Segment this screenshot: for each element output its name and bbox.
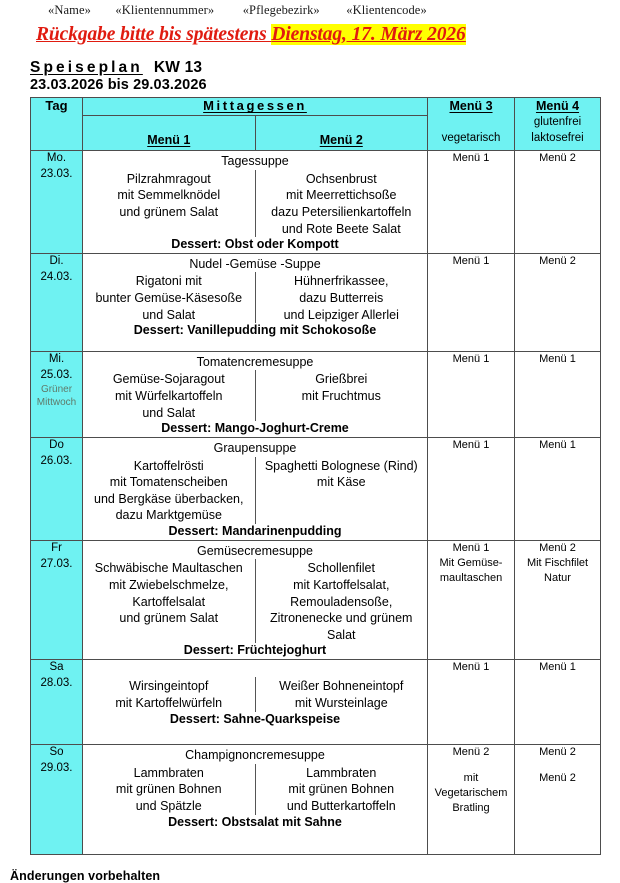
menu-line: Rigatoni mit [135,274,202,289]
menu4-cell [515,151,601,254]
menu1-description [83,764,256,815]
menu-line: mit Fruchtmus [301,389,381,404]
day-date: 29.03. [40,761,73,774]
menu1-description [83,457,256,525]
meal-cell [83,254,428,352]
header-menu4-sub-laktosefrei: laktosefrei [531,131,584,144]
menu-line: Wirsingeintopf [129,679,209,694]
day-cell [31,745,83,855]
soup-label: Graupensuppe [213,441,297,456]
return-deadline-notice [36,24,620,46]
dessert-label: Dessert: Mango-Joghurt-Creme [161,421,349,436]
menu1-description [83,272,256,323]
menu-line: Remouladensoße, [290,594,393,609]
menu-line: Kartoffelrösti [133,458,204,473]
header-menu3-title: Menü 3 [449,99,493,114]
menu-line: Zitronenecke und grünem [270,611,413,626]
menu4-cell [515,352,601,438]
menu1-description [83,370,256,421]
menu-line: mit Zwiebelschmelze, [109,577,229,592]
header-menu1 [83,116,256,150]
menu3-cell [428,438,515,541]
day-date: 26.03. [40,454,73,467]
menu-line: Ochsenbrust [305,171,377,186]
menu-reference: Menü 2 [539,152,576,165]
menu-line: Kartoffelsalat [132,594,206,609]
menu-line: bunter Gemüse-Käsesoße [95,291,243,306]
menu-line: mit grünen Bohnen [115,782,222,797]
merge-field-name: «Name» [48,3,91,17]
menu3-cell [428,352,515,438]
menu1-description [83,559,256,643]
table-row [31,151,601,254]
header-tag: Tag [31,98,83,151]
soup-label [83,660,427,677]
menu-columns [83,559,427,643]
menu3-cell [428,151,515,254]
menu1-description [83,677,256,711]
table-body [31,151,601,855]
table-row [31,438,601,541]
table-header-row-1 [31,98,601,116]
menu-columns [83,457,427,525]
soup-label: Tagessuppe [221,154,289,169]
dessert-label: Dessert: Mandarinenpudding [168,524,342,539]
menu2-description [256,272,428,323]
menu-line: Schwäbische Maultaschen [94,561,243,576]
page-title-word: Speiseplan [30,59,143,76]
return-deadline-date: Dienstag, 17. März 2026 [271,24,466,45]
day-cell [31,660,83,745]
table-row [31,541,601,660]
menu4-cell [515,660,601,745]
menu2-description [256,677,428,711]
header-menu3-sub: vegetarisch [441,132,501,145]
merge-field-klientennummer: «Klientennummer» [115,3,215,17]
header-menu2 [256,116,428,150]
title-block [30,59,620,94]
menu-reference-note: Menü 2 [539,772,576,785]
footer-disclaimer: Änderungen vorbehalten [10,869,161,883]
menu-reference: Menü 2 [539,255,576,268]
date-range-label: 23.03.2026 bis 29.03.2026 [30,77,207,94]
menu-reference-note: mit Vegetarischem Bratling [434,772,508,814]
meal-cell [83,660,428,745]
menu-line: dazu Butterreis [299,291,384,306]
menu-line: dazu Marktgemüse [115,508,222,523]
menu4-cell [515,438,601,541]
dessert-label: Dessert: Obst oder Kompott [171,237,339,252]
day-note: Grüner Mittwoch [36,384,77,409]
table-row [31,254,601,352]
day-date: 27.03. [40,557,73,570]
table-row [31,352,601,438]
menu-columns [83,170,427,238]
menu-reference: Menü 1 [452,439,490,452]
header-menu4-sub-glutenfrei: glutenfrei [533,116,582,129]
menu4-cell [515,254,601,352]
menu-line: mit Wursteinlage [294,696,388,711]
menu-line: mit grünen Bohnen [288,782,395,797]
day-name: Sa [49,661,64,674]
menu-line: mit Kartoffelwürfeln [115,696,223,711]
menu-line: mit Kartoffelsalat, [293,577,390,592]
menu-line: Weißer Bohneneintopf [279,679,404,694]
menu2-description [256,764,428,815]
menu-line: Lammbraten [133,765,204,780]
day-cell [31,541,83,660]
menu-line: und Salat [142,307,196,322]
menu-line: mit Meerrettichsoße [286,188,397,203]
merge-field-row [0,0,620,18]
menu-line: und Spätzle [135,798,202,813]
return-deadline-text: Rückgabe bitte bis spätestens [36,24,272,45]
dessert-label: Dessert: Früchtejoghurt [183,643,327,658]
menu2-description [256,559,428,643]
menu-reference-note: Mit Fischfilet Natur [526,556,589,584]
menu-reference: Menü 1 [452,661,490,674]
header-mittagessen-label: Mittagessen [203,98,307,114]
menu-line: Pilzrahmragout [126,171,211,186]
menu-reference: Menü 1 [539,439,576,452]
menu-columns [83,272,427,323]
day-date: 23.03. [40,167,73,180]
dessert-label: Dessert: Vanillepudding mit Schokosoße [133,323,377,338]
menu-line: Schollenfilet [307,561,375,576]
menu-line: und grünem Salat [119,611,219,626]
menu2-description [256,457,428,525]
soup-label: Champignoncremesuppe [185,748,325,763]
header-menu1-label: Menü 1 [147,133,191,148]
day-name: Fr [51,542,62,555]
header-menu2-label: Menü 2 [319,133,363,148]
day-name: So [49,746,64,759]
menu3-cell [428,541,515,660]
menu-columns [83,370,427,421]
menu-line: mit Würfelkartoffeln [115,389,223,404]
day-date: 25.03. [40,368,73,381]
menu2-description [256,370,428,421]
menu-reference: Menü 1 [539,661,576,674]
menu-line: Grießbrei [315,372,368,387]
header-menu-columns [83,116,428,151]
page-title [30,59,620,77]
day-cell [31,352,83,438]
day-cell [31,151,83,254]
day-cell [31,254,83,352]
menu-line: und Rote Beete Salat [281,221,401,236]
soup-label: Tomatencremesuppe [196,355,314,370]
day-name: Mi. [48,353,65,366]
day-date: 28.03. [40,676,73,689]
menu-line: Gemüse-Sojaragout [112,372,225,387]
menu-reference: Menü 2 [539,542,576,555]
menu-line: und Butterkartoffeln [286,798,396,813]
menu-line: dazu Petersilienkartoffeln [271,204,412,219]
header-menu3 [428,98,515,151]
menu-line: Lammbraten [306,765,377,780]
menu-reference: Menü 1 [452,152,490,165]
soup-label: Nudel -Gemüse -Suppe [189,257,321,272]
menu-reference: Menü 1 [539,353,576,366]
menu4-cell [515,745,601,855]
menu-line: Hühnerfrikassee, [294,274,389,289]
meal-cell [83,352,428,438]
merge-field-klientencode: «Klientencode» [346,3,427,17]
menu-line: mit Käse [316,475,366,490]
menu-reference-note: Mit Gemüse-maultaschen [439,556,503,584]
menu-reference: Menü 1 [452,353,490,366]
menu-line: mit Tomatenscheiben [109,475,228,490]
weekly-menu-table [30,97,601,855]
menu-line: und Leipziger Allerlei [283,307,399,322]
day-date: 24.03. [40,270,73,283]
meal-cell [83,151,428,254]
header-mittagessen [83,98,428,116]
menu-columns [83,677,427,711]
menu-line: mit Semmelknödel [117,188,221,203]
meal-cell [83,541,428,660]
menu3-cell [428,254,515,352]
day-name: Do [49,439,64,452]
soup-label: Gemüsecremesuppe [196,544,314,559]
menu3-cell [428,745,515,855]
menu-line: und grünem Salat [119,204,219,219]
menu-line: und Bergkäse überbacken, [94,491,244,506]
menu-reference: Menü 1 [452,255,490,268]
day-name: Di. [49,255,64,268]
table-row [31,745,601,855]
calendar-week-label: KW 13 [153,59,203,76]
table-row [31,660,601,745]
dessert-label: Dessert: Sahne-Quarkspeise [169,711,341,726]
menu-line: Salat [327,627,356,642]
header-menu4 [515,98,601,151]
menu-reference: Menü 2 [539,746,576,759]
day-cell [31,438,83,541]
meal-cell [83,438,428,541]
header-menu4-title: Menü 4 [535,99,580,114]
menu1-description [83,170,256,238]
menu-line: Spaghetti Bolognese (Rind) [264,458,418,473]
dessert-label: Dessert: Obstsalat mit Sahne [168,814,342,829]
menu4-cell [515,541,601,660]
menu-columns [83,764,427,815]
meal-cell [83,745,428,855]
day-name: Mo. [46,152,67,165]
menu-reference: Menü 2 [452,746,490,759]
table-header [31,98,601,151]
menu2-description [256,170,428,238]
merge-field-pflegebezirk: «Pflegebezirk» [242,3,320,17]
menu3-cell [428,660,515,745]
menu-line: und Salat [142,405,196,420]
menu-reference: Menü 1 [452,542,490,555]
